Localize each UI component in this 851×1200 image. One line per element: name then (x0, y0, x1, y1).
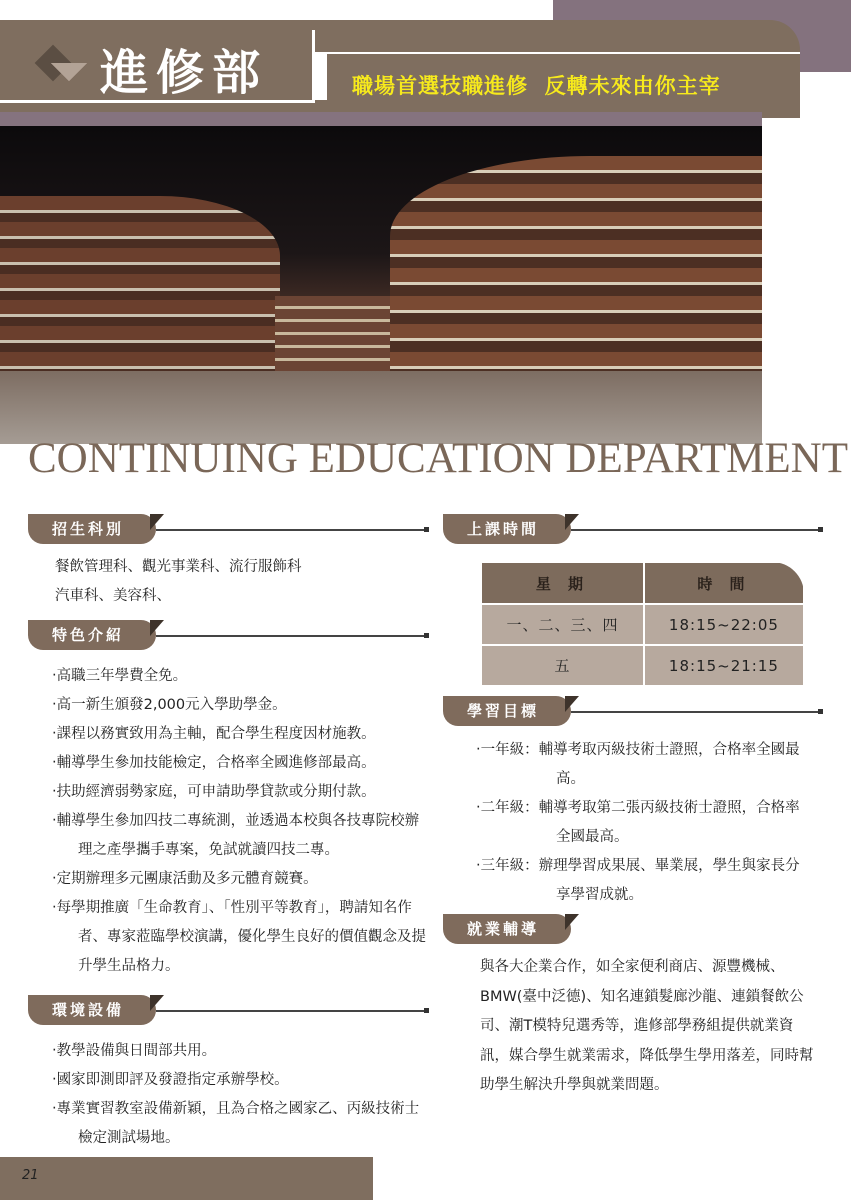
section-schedule (443, 514, 823, 544)
section-heading: 環境設備 (28, 995, 156, 1025)
career-text: 與各大企業合作，如全家便利商店、源豐機械、BMW(臺中泛德)、知名連鎖髮廊沙龍、連鎖餐飲公司、潮T模特兒選秀等，進修部學務組提供就業資訊，媒合學生就業需求，降低學生學用落差，同時幫助學生解決升學與就業問題。 (480, 959, 814, 1093)
divider (156, 635, 424, 637)
list-item: ‧扶助經濟弱勢家庭，可申請助學貸款或分期付款。 (52, 784, 376, 800)
list-item: ‧二年級：輔導考取第二張丙級技術士證照，合格率全國最高。 (476, 800, 800, 845)
divider-end (818, 527, 823, 532)
text-line: 汽車科、美容科、 (55, 588, 171, 604)
tab-notch (565, 696, 579, 712)
divider-end (818, 709, 823, 714)
building-right (390, 156, 762, 391)
section-facilities (28, 995, 428, 1025)
table-row (481, 645, 804, 686)
features-list (52, 662, 432, 981)
decor-strip (0, 112, 762, 126)
list-item: ‧國家即測即評及發證指定承辦學校。 (52, 1072, 289, 1088)
tab-notch (150, 514, 164, 530)
section-departments (28, 514, 428, 544)
footer-bar (0, 1157, 373, 1200)
table-cell: 18:15~22:05 (644, 604, 804, 645)
list-item: ‧一年級：輔導考取丙級技術士證照，合格率全國最高。 (476, 742, 800, 787)
list-item: ‧輔導學生參加技能檢定，合格率全國進修部最高。 (52, 755, 376, 771)
section-heading: 特色介紹 (28, 620, 156, 650)
divider (156, 1010, 424, 1012)
section-heading: 上課時間 (443, 514, 571, 544)
divider (571, 529, 818, 531)
list-item: ‧三年級：辦理學習成果展、畢業展，學生與家長分享學習成就。 (476, 858, 800, 903)
text-line: 餐飲管理科、觀光事業科、流行服飾科 (55, 559, 302, 575)
tab-notch (565, 514, 579, 530)
table-header (481, 562, 804, 604)
table-row (481, 604, 804, 645)
campus-night-photo (0, 126, 762, 444)
divider (156, 529, 424, 531)
table-cell: 一、二、三、四 (481, 604, 644, 645)
page-number: 21 (22, 1168, 39, 1183)
tab-notch (565, 914, 579, 930)
tab-notch (150, 995, 164, 1011)
section-features (28, 620, 428, 650)
schedule-table (480, 561, 805, 687)
section-career (443, 914, 823, 944)
slogan: 職場首選技職進修 反轉未來由你主宰 (352, 74, 721, 98)
divider-end (424, 1008, 429, 1013)
divider-end (424, 633, 429, 638)
english-title: CONTINUING EDUCATION DEPARTMENT (28, 435, 848, 482)
building-center (275, 296, 395, 376)
list-item: ‧定期辦理多元團康活動及多元體育競賽。 (52, 871, 318, 887)
section-heading: 招生科別 (28, 514, 156, 544)
slogan-bar (315, 52, 327, 100)
section-goals (443, 696, 823, 726)
facilities-list (52, 1037, 432, 1153)
departments-text (55, 553, 302, 611)
list-item: ‧教學設備與日間部共用。 (52, 1043, 217, 1059)
list-item: ‧專業實習教室設備新穎，且為合格之國家乙、丙級技術士檢定測試場地。 (52, 1101, 420, 1146)
section-heading: 就業輔導 (443, 914, 571, 944)
list-item: ‧高職三年學費全免。 (52, 668, 188, 684)
table-cell: 18:15~21:15 (644, 645, 804, 686)
column-header: 星 期 (481, 562, 644, 604)
page-title: 進修部 (100, 45, 269, 101)
list-item: ‧課程以務實致用為主軸，配合學生程度因材施教。 (52, 726, 376, 742)
goals-list (476, 736, 811, 910)
table-cell: 五 (481, 645, 644, 686)
tab-notch (150, 620, 164, 636)
divider-end (424, 527, 429, 532)
list-item: ‧輔導學生參加四技二專統測，並透過本校與各技專院校辦理之產學攜手專案，免試就讀四技二專。 (52, 813, 420, 858)
divider (571, 711, 818, 713)
list-item: ‧高一新生頒發2,000元入學助學金。 (52, 697, 287, 713)
list-item: ‧每學期推廣「生命教育」、「性別平等教育」，聘請知名作者、專家蒞臨學校演講，優化學生良好的價值觀念及提升學生品格力。 (52, 900, 426, 974)
section-heading: 學習目標 (443, 696, 571, 726)
building-left (0, 196, 280, 386)
column-header: 時 間 (644, 562, 804, 604)
